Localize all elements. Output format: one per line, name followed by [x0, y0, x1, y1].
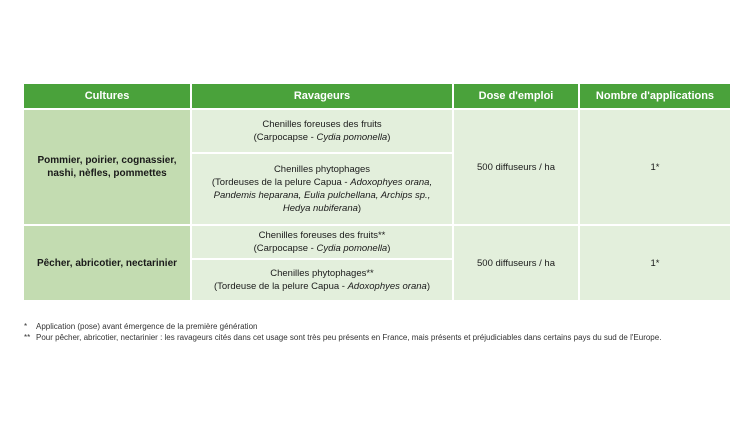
dose-cell: 500 diffuseurs / ha: [454, 110, 578, 224]
header-applications: Nombre d'applications: [580, 84, 730, 108]
header-cultures: Cultures: [24, 84, 190, 108]
footnote-mark: *: [24, 322, 28, 331]
ravageur-detail: (Carpocapse - Cydia pomonella): [253, 132, 391, 143]
ravageur-detail: Hedya nubiferana): [282, 203, 362, 214]
pest-table: [22, 82, 732, 302]
ravageur-name: Chenilles phytophages: [273, 164, 371, 175]
ravageur-detail: Pandemis heparana, Eulia pulchellana, Archips sp.,: [213, 190, 431, 201]
footnote-text: Pour pêcher, abricotier, nectarinier : les ravageurs cités dans cet usage sont très peu présents en France, mais présents et préjudiciables dans certains pays du sud de l'Europe.: [36, 333, 662, 342]
header-dose: Dose d'emploi: [454, 84, 578, 108]
culture-cell: Pommier, poirier, cognassier, nashi, nèfles, pommettes: [24, 110, 190, 224]
footnote-text: Application (pose) avant émergence de la première génération: [36, 322, 258, 331]
footnote: [24, 332, 730, 343]
ravageur-cell: [192, 226, 452, 258]
table-row: [24, 110, 730, 152]
applications-cell: 1*: [580, 110, 730, 224]
footnote: [24, 321, 730, 332]
ravageur-name: Chenilles foreuses des fruits**: [258, 230, 386, 241]
ravageur-name: Chenilles foreuses des fruits: [262, 119, 382, 130]
footnote-mark: **: [24, 333, 31, 342]
ravageur-detail: (Tordeuse de la pelure Capua - Adoxophyes orana): [213, 281, 430, 292]
dose-cell: 500 diffuseurs / ha: [454, 226, 578, 300]
ravageur-detail: (Carpocapse - Cydia pomonella): [253, 243, 391, 254]
footnotes: [24, 321, 730, 343]
ravageur-cell: [192, 110, 452, 152]
header-ravageurs: Ravageurs: [192, 84, 452, 108]
pest-table-container: [24, 82, 730, 302]
applications-cell: 1*: [580, 226, 730, 300]
ravageur-cell: [192, 154, 452, 224]
table-header-row: [24, 84, 730, 108]
culture-cell: Pêcher, abricotier, nectarinier: [24, 226, 190, 300]
table-row: [24, 226, 730, 258]
ravageur-detail: (Tordeuses de la pelure Capua - Adoxophyes orana,: [211, 177, 433, 188]
ravageur-cell: [192, 260, 452, 300]
ravageur-name: Chenilles phytophages**: [270, 268, 374, 279]
